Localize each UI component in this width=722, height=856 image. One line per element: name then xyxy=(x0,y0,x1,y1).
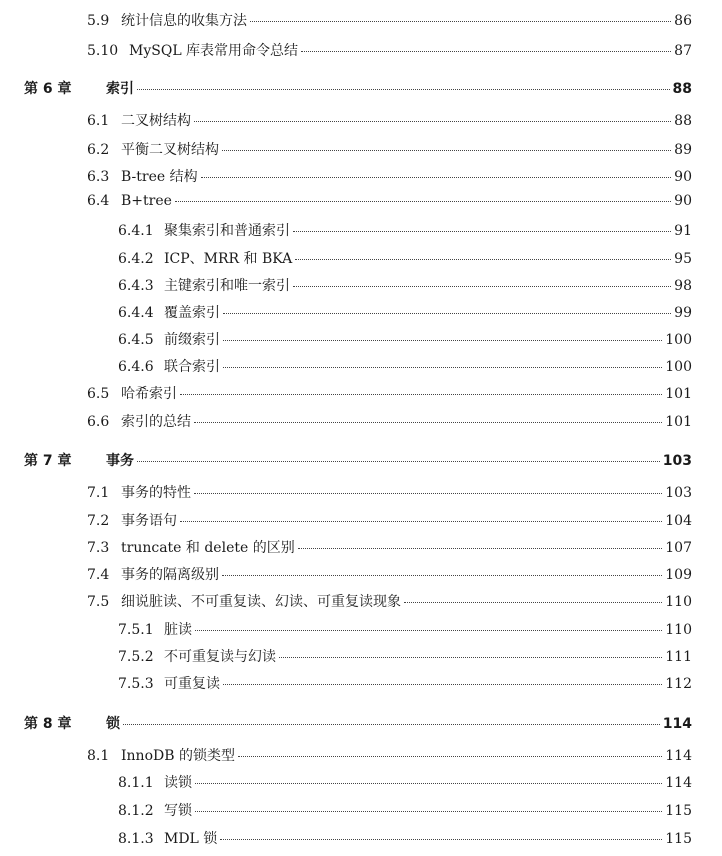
toc-subsection-entry xyxy=(118,828,692,848)
toc-dot-leader xyxy=(222,574,662,576)
toc-page-number: 90 xyxy=(674,193,692,209)
toc-dot-leader xyxy=(404,601,662,603)
toc-chapter-entry xyxy=(24,450,692,470)
toc-dot-leader xyxy=(195,629,662,631)
toc-entry-number: 8.1.1 xyxy=(118,775,154,791)
toc-entry-title: 联合索引 xyxy=(164,359,220,375)
toc-subsection-entry xyxy=(118,356,692,376)
toc-entry-title: 写锁 xyxy=(164,803,192,819)
toc-section-entry xyxy=(87,591,692,611)
toc-entry-number: 6.4.2 xyxy=(118,251,154,267)
toc-section-entry xyxy=(87,745,692,765)
toc-entry-title: 统计信息的收集方法 xyxy=(121,13,247,29)
toc-dot-leader xyxy=(195,810,662,812)
toc-entry-title: 前缀索引 xyxy=(164,332,220,348)
toc-subsection-entry xyxy=(118,772,692,792)
toc-section-entry xyxy=(87,411,692,431)
toc-entry-title: InnoDB 的锁类型 xyxy=(121,748,235,764)
toc-entry-title: 平衡二叉树结构 xyxy=(121,142,219,158)
toc-page-number: 86 xyxy=(674,13,692,29)
toc-entry-number: 6.4.6 xyxy=(118,359,154,375)
toc-entry-title: 索引的总结 xyxy=(121,414,191,430)
toc-entry-title: 锁 xyxy=(106,716,120,732)
toc-dot-leader xyxy=(301,50,671,52)
toc-subsection-entry xyxy=(118,220,692,240)
toc-entry-number: 6.4.5 xyxy=(118,332,154,348)
toc-page-number: 114 xyxy=(665,748,692,764)
toc-page-number: 100 xyxy=(665,332,692,348)
toc-page-number: 100 xyxy=(665,359,692,375)
toc-dot-leader xyxy=(180,520,662,522)
toc-page-number: 88 xyxy=(674,113,692,129)
toc-section-entry xyxy=(87,564,692,584)
toc-entry-title: B-tree 结构 xyxy=(121,169,198,185)
toc-entry-title: 可重复读 xyxy=(164,676,220,692)
toc-page-number: 115 xyxy=(665,803,692,819)
toc-entry-number: 6.5 xyxy=(87,386,110,402)
toc-dot-leader xyxy=(137,88,670,90)
toc-subsection-entry xyxy=(118,646,692,666)
toc-dot-leader xyxy=(194,492,662,494)
toc-entry-number: 7.5.3 xyxy=(118,676,154,692)
toc-page-number: 103 xyxy=(665,485,692,501)
toc-section-entry xyxy=(87,40,692,60)
toc-entry-number: 7.5 xyxy=(87,594,110,610)
toc-entry-number: 第 6 章 xyxy=(24,81,72,97)
toc-dot-leader xyxy=(250,20,671,22)
toc-page-number: 99 xyxy=(674,305,692,321)
toc-dot-leader xyxy=(298,547,663,549)
toc-entry-number: 8.1.2 xyxy=(118,803,154,819)
toc-section-entry xyxy=(87,510,692,530)
toc-page-number: 107 xyxy=(665,540,692,556)
toc-page-number: 90 xyxy=(674,169,692,185)
toc-entry-title: 事务语句 xyxy=(121,513,177,529)
toc-entry-number: 5.9 xyxy=(87,13,110,29)
toc-dot-leader xyxy=(123,723,660,725)
toc-dot-leader xyxy=(279,656,662,658)
toc-page-number: 87 xyxy=(674,43,692,59)
toc-entry-number: 6.3 xyxy=(87,169,110,185)
toc-entry-number: 6.1 xyxy=(87,113,110,129)
toc-page-number: 95 xyxy=(674,251,692,267)
toc-section-entry xyxy=(87,193,692,209)
toc-entry-title: 主键索引和唯一索引 xyxy=(164,278,290,294)
toc-entry-title: truncate 和 delete 的区别 xyxy=(121,540,295,556)
toc-page-number: 109 xyxy=(665,567,692,583)
toc-dot-leader xyxy=(194,120,671,122)
toc-page-number: 110 xyxy=(665,622,692,638)
toc-subsection-entry xyxy=(118,302,692,322)
toc-dot-leader xyxy=(201,176,672,178)
toc-entry-number: 第 7 章 xyxy=(24,453,72,469)
toc-section-entry xyxy=(87,383,692,403)
toc-entry-number: 7.3 xyxy=(87,540,110,556)
toc-page-number: 104 xyxy=(665,513,692,529)
toc-subsection-entry xyxy=(118,673,692,693)
toc-page-number: 115 xyxy=(665,831,692,847)
toc-entry-title: 索引 xyxy=(106,81,134,97)
toc-section-entry xyxy=(87,537,692,557)
toc-entry-number: 6.4.4 xyxy=(118,305,154,321)
toc-dot-leader xyxy=(222,149,671,151)
toc-subsection-entry xyxy=(118,275,692,295)
toc-dot-leader xyxy=(223,366,662,368)
toc-entry-title: MySQL 库表常用命令总结 xyxy=(129,43,299,59)
toc-entry-title: 读锁 xyxy=(164,775,192,791)
toc-page-number: 98 xyxy=(674,278,692,294)
toc-subsection-entry xyxy=(118,800,692,820)
toc-page-number: 103 xyxy=(662,453,692,469)
toc-entry-title: 细说脏读、不可重复读、幻读、可重复读现象 xyxy=(121,594,401,610)
toc-page-number: 91 xyxy=(674,223,692,239)
toc-page-number: 114 xyxy=(665,775,692,791)
toc-entry-title: 事务 xyxy=(106,453,134,469)
toc-entry-number: 8.1.3 xyxy=(118,831,154,847)
toc-entry-title: 事务的隔离级别 xyxy=(121,567,219,583)
toc-chapter-entry xyxy=(24,713,692,733)
toc-section-entry xyxy=(87,139,692,159)
toc-entry-number: 5.10 xyxy=(87,43,119,59)
toc-entry-number: 7.2 xyxy=(87,513,110,529)
toc-page-number: 112 xyxy=(665,676,692,692)
toc-page-number: 101 xyxy=(665,414,692,430)
toc-entry-title: 哈希索引 xyxy=(121,386,177,402)
toc-entry-number: 6.2 xyxy=(87,142,110,158)
toc-chapter-entry xyxy=(24,78,692,98)
toc-section-entry xyxy=(87,166,692,186)
toc-entry-number: 7.4 xyxy=(87,567,110,583)
toc-dot-leader xyxy=(175,200,671,202)
toc-dot-leader xyxy=(293,230,671,232)
toc-page-number: 111 xyxy=(665,649,692,665)
toc-dot-leader xyxy=(223,312,671,314)
toc-section-entry xyxy=(87,10,692,30)
toc-subsection-entry xyxy=(118,329,692,349)
toc-entry-number: 6.4.3 xyxy=(118,278,154,294)
toc-entry-title: B+tree xyxy=(121,193,172,209)
toc-entry-title: 脏读 xyxy=(164,622,192,638)
toc-dot-leader xyxy=(220,838,662,840)
toc-page-number: 114 xyxy=(662,716,692,732)
toc-entry-title: ICP、MRR 和 BKA xyxy=(164,251,293,267)
toc-entry-title: 覆盖索引 xyxy=(164,305,220,321)
toc-entry-title: 不可重复读与幻读 xyxy=(164,649,276,665)
toc-entry-number: 7.5.1 xyxy=(118,622,154,638)
toc-dot-leader xyxy=(238,755,662,757)
toc-entry-title: 聚集索引和普通索引 xyxy=(164,223,290,239)
toc-entry-number: 6.4.1 xyxy=(118,223,154,239)
toc-dot-leader xyxy=(295,258,671,260)
toc-entry-title: 二叉树结构 xyxy=(121,113,191,129)
toc-section-entry xyxy=(87,110,692,130)
toc-entry-number: 6.4 xyxy=(87,193,110,209)
toc-entry-number: 6.6 xyxy=(87,414,110,430)
toc-subsection-entry xyxy=(118,248,692,268)
toc-entry-title: 事务的特性 xyxy=(121,485,191,501)
toc-entry-number: 7.1 xyxy=(87,485,110,501)
toc-entry-number: 7.5.2 xyxy=(118,649,154,665)
toc-entry-number: 第 8 章 xyxy=(24,716,72,732)
toc-subsection-entry xyxy=(118,619,692,639)
toc-entry-title: MDL 锁 xyxy=(164,831,218,847)
toc-page-number: 88 xyxy=(672,81,692,97)
toc-dot-leader xyxy=(223,339,662,341)
toc-dot-leader xyxy=(293,285,671,287)
toc-dot-leader xyxy=(223,683,662,685)
toc-section-entry xyxy=(87,482,692,502)
toc-page-number: 101 xyxy=(665,386,692,402)
toc-dot-leader xyxy=(180,393,662,395)
toc-page-number: 89 xyxy=(674,142,692,158)
toc-page-number: 110 xyxy=(665,594,692,610)
toc-dot-leader xyxy=(137,460,660,462)
toc-entry-number: 8.1 xyxy=(87,748,110,764)
toc-dot-leader xyxy=(194,421,662,423)
toc-dot-leader xyxy=(195,782,662,784)
